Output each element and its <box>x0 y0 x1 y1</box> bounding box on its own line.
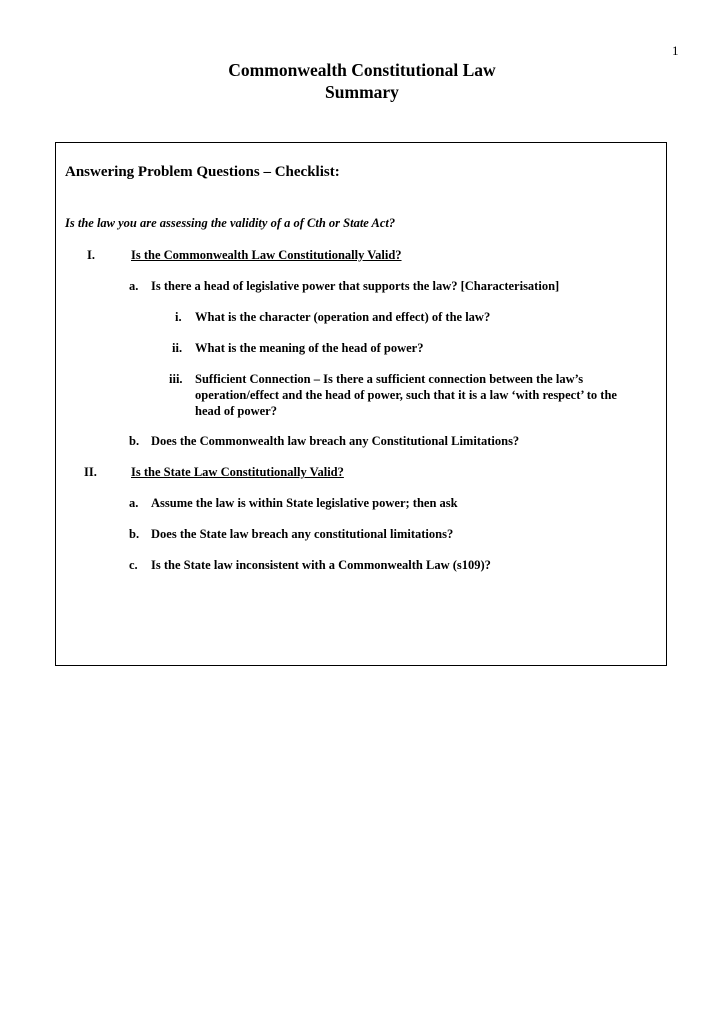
section-II-item-a-text: Assume the law is within State legislative power; then ask <box>151 496 458 510</box>
section-II-item-b-marker: b. <box>129 527 140 541</box>
section-I-sub-ii-text: What is the meaning of the head of power? <box>195 341 424 355</box>
section-I-sub-ii-marker: ii. <box>172 341 183 355</box>
section-I-sub-i-text: What is the character (operation and effect) of the law? <box>195 310 491 324</box>
section-II-item-c-marker: c. <box>129 558 138 572</box>
checklist-box <box>55 142 667 666</box>
section-I-item-a-text: Is there a head of legislative power that supports the law? [Characterisation] <box>151 279 560 293</box>
section-I-sub-iii-line2: operation/effect and the head of power, such that it is a law ‘with respect’ to the <box>195 388 617 402</box>
checklist-question: Is the law you are assessing the validity of a of Cth or State Act? <box>65 216 396 230</box>
section-II-title: Is the State Law Constitutionally Valid? <box>131 465 344 479</box>
section-II-numeral: II. <box>84 465 97 479</box>
section-II-item-b-text: Does the State law breach any constitutional limitations? <box>151 527 454 541</box>
section-I-item-a-marker: a. <box>129 279 139 293</box>
section-I-item-b-text: Does the Commonwealth law breach any Constitutional Limitations? <box>151 434 520 448</box>
section-II-item-c-text: Is the State law inconsistent with a Commonwealth Law (s109)? <box>151 558 491 572</box>
document-title: Commonwealth Constitutional Law <box>228 60 496 80</box>
section-I-title: Is the Commonwealth Law Constitutionally Valid? <box>131 248 402 262</box>
section-I-item-b-marker: b. <box>129 434 140 448</box>
document-subtitle: Summary <box>325 82 399 102</box>
checklist-heading: Answering Problem Questions – Checklist: <box>65 164 340 180</box>
section-I-sub-iii-line3: head of power? <box>195 404 277 418</box>
section-I-sub-i-marker: i. <box>175 310 182 324</box>
section-I-sub-iii-line1: Sufficient Connection – Is there a sufficient connection between the law’s <box>195 372 584 386</box>
section-I-sub-iii-marker: iii. <box>169 372 183 386</box>
section-II-item-a-marker: a. <box>129 496 139 510</box>
page-number: 1 <box>672 43 679 58</box>
section-I-numeral: I. <box>87 248 95 262</box>
